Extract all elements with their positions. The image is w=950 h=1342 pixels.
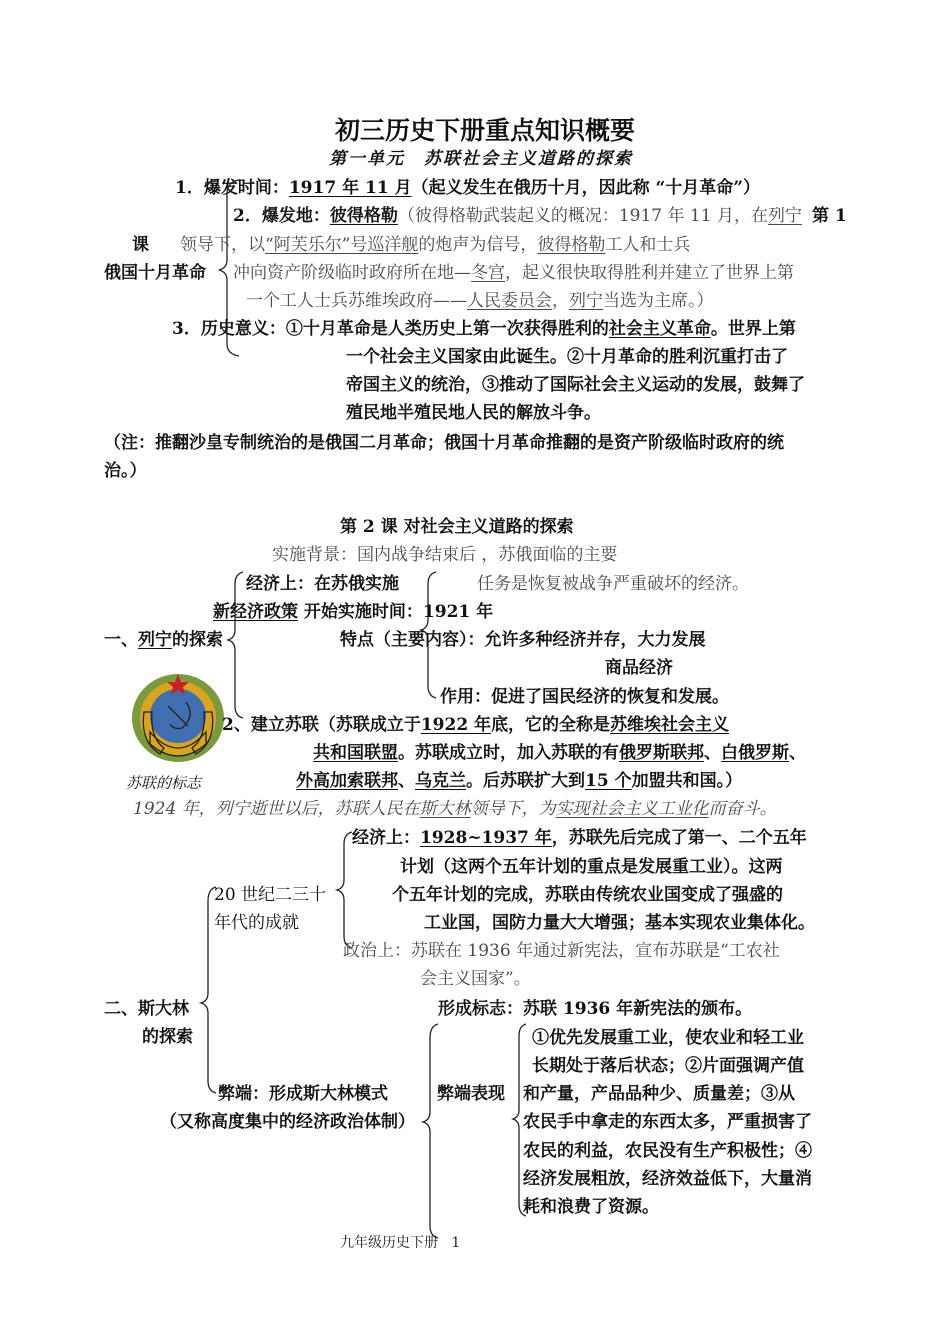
significance-line-4: 殖民地半殖民地人民的解放斗争。: [346, 403, 601, 423]
note-line-1: （注：推翻沙皇专制统治的是俄国二月革命；俄国十月革命推翻的是资产阶级临时政府的统: [104, 433, 784, 453]
nep-feature-l1: 特点（主要内容）：允许多种经济并存，大力发展: [340, 630, 706, 650]
significance-line-3: 帝国主义的统治，③推动了国际社会主义运动的发展，鼓舞了: [346, 375, 805, 395]
achievements-brace: [334, 830, 356, 950]
drawback-brace: [420, 1022, 442, 1242]
nep-line: 新经济政策 开始实施时间：1921 年: [213, 602, 494, 622]
lesson1-topic: 俄国十月革命: [104, 263, 206, 283]
page-number: 1: [451, 1235, 461, 1251]
manifest-line-6: 经济发展粗放，经济效益低下，大量消: [523, 1169, 812, 1189]
econ2-line-3: 个五年计划的完成，苏联由传统农业国变成了强盛的: [392, 885, 783, 905]
drawback-label-a: 弊端：形成斯大林模式: [218, 1084, 388, 1104]
nep-background-l2: 任务是恢复被战争严重破坏的经济。: [477, 574, 749, 594]
section2-heading-b: 的探索: [142, 1027, 193, 1047]
manifest-line-7: 耗和浪费了资源。: [523, 1197, 659, 1217]
nep-background-l1: 实施背景：国内战争结束后 ，苏俄面临的主要: [272, 545, 618, 565]
econ2-line-1: 经济上：1928~1937 年，苏联先后完成了第一、二个五年: [352, 828, 807, 848]
manifest-line-3: 和产量，产品品种少、质量差；③从: [523, 1084, 795, 1104]
nep-effect: 作用：促进了国民经济的恢复和发展。: [440, 687, 729, 707]
section2-heading-a: 二、斯大林: [104, 999, 189, 1019]
lesson2-title: 第 2 课 对社会主义道路的探索: [340, 517, 574, 537]
lesson1-label-num: 第 1: [812, 206, 847, 226]
uprising-line-4: 一个工人士兵苏维埃政府——人民委员会，列宁当选为主席。）: [246, 291, 714, 311]
uprising-line-2: 领导下，以“阿芙乐尔”号巡洋舰的炮声为信号，彼得格勒工人和士兵: [180, 235, 691, 255]
page-footer: [340, 1236, 460, 1251]
significance-line-1: 3．历史意义：①十月革命是人类历史上第一次获得胜利的社会主义革命。世界上第: [172, 319, 796, 339]
section1-heading: 一、列宁的探索: [104, 630, 223, 650]
document-title: 初三历史下册重点知识概要: [335, 116, 636, 145]
era-label-a: 20 世纪二三十: [214, 885, 327, 905]
emblem-caption: 苏联的标志: [126, 774, 202, 792]
form-sign: 形成标志：苏联 1936 年新宪法的颁布。: [438, 999, 753, 1019]
outbreak-time: 1917 年 11 月: [288, 178, 412, 198]
econ-label: 经济上：在苏俄实施: [246, 574, 399, 594]
outbreak-time-line: 1．爆发时间：1917 年 11 月（起义发生在俄历十月，因此称 “十月革命”）: [175, 178, 761, 198]
manifest-line-5: 农民的利益，农民没有生产积极性；④: [523, 1141, 812, 1161]
ussr-line-2: 共和国联盟。苏联成立时，加入苏联的有俄罗斯联邦、白俄罗斯、: [313, 743, 806, 763]
outbreak-place: 彼得格勒: [329, 206, 398, 226]
stalin-intro-line: 1924 年，列宁逝世以后，苏联人民在斯大林领导下，为实现社会主义工业化而奋斗。: [133, 799, 777, 819]
ussr-line-3: 外高加索联邦、乌克兰。后苏联扩大到15 个加盟共和国。）: [296, 771, 743, 791]
nep-feature-l2: 商品经济: [605, 658, 673, 678]
manifest-line-1: ①优先发展重工业，使农业和轻工业: [532, 1028, 804, 1048]
uprising-line-3: 冲向资产阶级临时政府所在地—冬宫，起义很快取得胜利并建立了世界上第: [233, 263, 794, 283]
econ2-line-2: 计划（这两个五年计划的重点是发展重工业）。这两: [400, 857, 783, 877]
drawback-label-b: （又称高度集中的经济政治体制）: [160, 1112, 415, 1132]
unit-title: 第一单元 苏联社会主义道路的探索: [329, 149, 633, 169]
nep-label: 新经济政策: [213, 602, 298, 622]
manifest-line-2: 长期处于落后状态；②片面强调产值: [532, 1056, 804, 1076]
era-label-b: 年代的成就: [214, 913, 299, 933]
econ2-line-4: 工业国，国防力量大大增强；基本实现农业集体化。: [424, 913, 815, 933]
soviet-emblem-image: [130, 672, 226, 764]
note-line-2: 治。）: [104, 461, 147, 481]
lesson1-label-ke: 课: [132, 235, 149, 255]
manifest-line-4: 农民手中拿走的东西太多，严重损害了: [523, 1112, 812, 1132]
outbreak-place-line: 2．爆发地：彼得格勒（彼得格勒武装起义的概况：1917 年 11 月，在列宁: [233, 206, 802, 226]
politics-line-2: 会主义国家”。: [420, 969, 531, 989]
footer-text: 九年级历史下册: [340, 1235, 438, 1251]
manifest-label: 弊端表现: [437, 1084, 505, 1104]
ussr-line-1: 2、建立苏联（苏联成立于1922 年底，它的全称是苏维埃社会主义: [222, 715, 730, 735]
significance-line-2: 一个社会主义国家由此诞生。②十月革命的胜利沉重打击了: [346, 347, 788, 367]
politics-line-1: 政治上：苏联在 1936 年通过新宪法，宣布苏联是“工农社: [343, 941, 780, 961]
lenin-brace: [225, 570, 247, 720]
